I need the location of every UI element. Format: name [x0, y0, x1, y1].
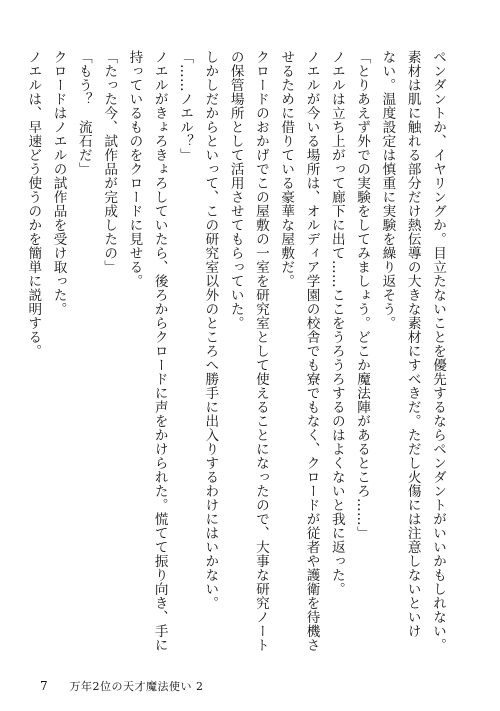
- text-line: ない。温度設定は慎重に実験を繰り返そう。: [379, 50, 396, 330]
- text-line: クロードのおかげでこの屋敷の一室を研究室として使えることになったので、大事な研究ノート: [252, 50, 269, 652]
- text-line: 「もう？ 流石だ」: [75, 50, 92, 176]
- text-line: 素材は肌に触れる部分だけ熱伝導の大きな素材にすべきだ。ただし火傷には注意しないといけ: [404, 50, 421, 638]
- body-text: [25, 50, 450, 652]
- book-title: 万年2位の天才魔法使い 2: [69, 680, 204, 693]
- text-line: ノエルがきょろきょろしていたら、後ろからクロードに声をかけられた。慌てて振り向き、手に: [151, 50, 168, 652]
- text-line: ノエルが今いる場所は、オルディア学園の校舎でも寮でもなく、クロードが従者や護衛を待機さ: [303, 50, 320, 652]
- page-footer: [40, 678, 204, 694]
- text-line: 持っているものをクロードに見せる。: [126, 50, 143, 288]
- text-line: しかしだからといって、この研究室以外のところへ勝手に出入りするわけにはいかない。: [202, 50, 219, 610]
- text-line: ノエルは、早速どう使うのかを簡単に説明する。: [25, 50, 42, 358]
- text-line: せるために借りている豪華な屋敷だ。: [278, 50, 295, 288]
- text-line: 「たった今、試作品が完成したの」: [101, 50, 118, 274]
- text-line: ペンダントか、イヤリングか。目立たないことを優先するならペンダントがいいかもしれない。: [430, 50, 446, 652]
- text-line: 「とりあえず外での実験をしてみましょう。どこか魔法陣があるところ……」: [354, 50, 371, 540]
- page-number: 7: [40, 679, 48, 693]
- text-line: の保管場所として活用させてもらっていた。: [227, 50, 244, 330]
- text-line: 「……ノエル？」: [177, 50, 194, 162]
- text-line: ノエルは立ち上がって廊下に出て……ここをうろうろするのはよくないと我に返った。: [328, 50, 345, 596]
- text-line: クロードはノエルの試作品を受け取った。: [50, 50, 67, 316]
